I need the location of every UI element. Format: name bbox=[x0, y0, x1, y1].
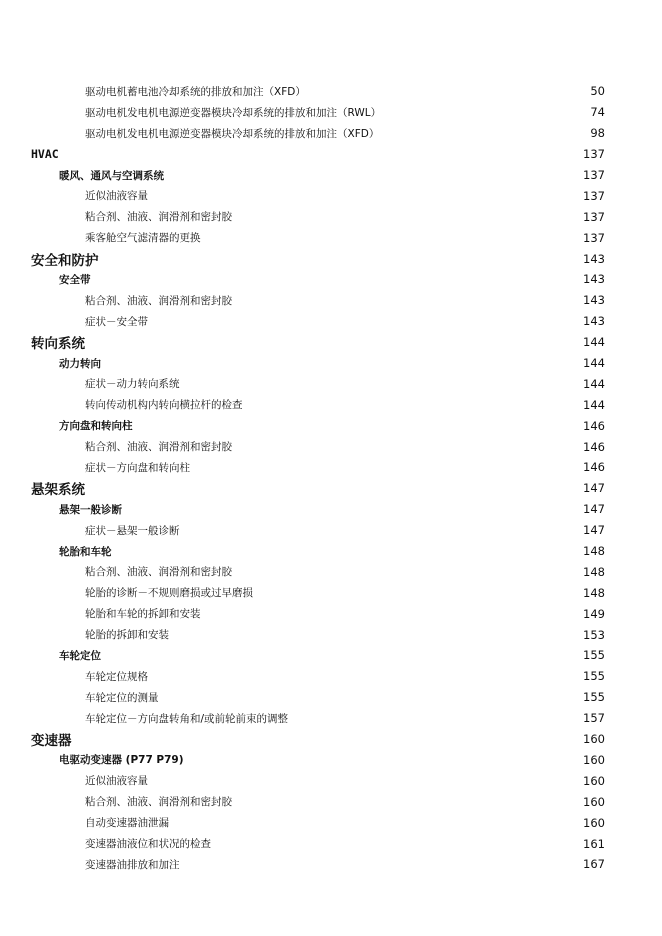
toc-entry-title: 症状－悬架一般诊断 bbox=[85, 524, 180, 537]
toc-page-number: 155 bbox=[583, 669, 605, 684]
toc-page-number: 137 bbox=[583, 147, 605, 162]
toc-page-number: 144 bbox=[583, 335, 605, 350]
dot-leader bbox=[294, 711, 571, 725]
toc-page-number: 161 bbox=[583, 836, 605, 851]
toc-entry[interactable] bbox=[0, 854, 662, 875]
toc-entry-title: 症状－动力转向系统 bbox=[85, 378, 180, 391]
toc-page-number: 160 bbox=[583, 815, 605, 830]
dot-leader bbox=[312, 84, 571, 98]
toc-chapter[interactable] bbox=[0, 332, 662, 353]
toc-entry-title: 粘合剂、油液、润滑剂和密封胶 bbox=[85, 566, 232, 579]
toc-entry-title: 驱动电机发电机电源逆变器模块冷却系统的排放和加注（XFD） bbox=[85, 127, 380, 140]
toc-page-number: 137 bbox=[583, 168, 605, 182]
dot-leader bbox=[154, 314, 571, 328]
toc-entry[interactable] bbox=[0, 436, 662, 457]
toc-section[interactable] bbox=[0, 541, 662, 562]
toc-page-number: 74 bbox=[590, 105, 605, 120]
toc-entry[interactable] bbox=[0, 206, 662, 227]
dot-leader bbox=[186, 377, 572, 391]
toc-section[interactable] bbox=[0, 415, 662, 436]
toc-entry[interactable] bbox=[0, 185, 662, 206]
toc-page-number: 144 bbox=[583, 356, 605, 371]
toc-page-number: 155 bbox=[583, 690, 605, 705]
toc-entry[interactable] bbox=[0, 373, 662, 394]
dot-leader bbox=[105, 252, 572, 266]
toc-page-number: 143 bbox=[583, 251, 605, 266]
toc-entry-title: 自动变速器油泄漏 bbox=[85, 817, 169, 830]
toc-page-number: 146 bbox=[583, 418, 605, 433]
dot-leader bbox=[107, 356, 571, 370]
toc-page-number: 146 bbox=[583, 439, 605, 454]
toc-entry[interactable] bbox=[0, 666, 662, 687]
toc-page-number: 137 bbox=[583, 230, 605, 245]
toc-entry-title: 变速器 bbox=[31, 733, 72, 750]
toc-entry-title: 驱动电机蓄电池冷却系统的排放和加注（XFD） bbox=[85, 85, 306, 98]
dot-leader bbox=[238, 440, 571, 454]
dot-leader bbox=[238, 565, 571, 579]
dot-leader bbox=[249, 398, 572, 412]
toc-entry-title: 变速器油排放和加注 bbox=[85, 858, 180, 871]
dot-leader bbox=[97, 272, 572, 286]
toc-page-number: 148 bbox=[583, 585, 605, 600]
toc-page-number: 137 bbox=[583, 209, 605, 224]
dot-leader bbox=[170, 168, 571, 182]
toc-entry[interactable] bbox=[0, 561, 662, 582]
toc-page-number: 160 bbox=[583, 732, 605, 747]
toc-entry-title: 症状－方向盘和转向柱 bbox=[85, 461, 190, 474]
toc-entry[interactable] bbox=[0, 833, 662, 854]
toc-page-number: 143 bbox=[583, 272, 605, 287]
dot-leader bbox=[238, 210, 571, 224]
dot-leader bbox=[128, 502, 571, 516]
toc-entry[interactable] bbox=[0, 81, 662, 102]
toc-entry[interactable] bbox=[0, 770, 662, 791]
dot-leader bbox=[217, 837, 571, 851]
toc-entry[interactable] bbox=[0, 102, 662, 123]
toc-entry-title: 变速器油液位和状况的检查 bbox=[85, 838, 211, 850]
dot-leader bbox=[91, 481, 571, 495]
toc-page-number: 160 bbox=[583, 773, 605, 788]
toc-entry-title: 粘合剂、油液、润滑剂和密封胶 bbox=[85, 294, 232, 307]
toc-entry-title: 粘合剂、油液、润滑剂和密封胶 bbox=[85, 796, 232, 809]
toc-entry[interactable] bbox=[0, 603, 662, 624]
dot-leader bbox=[165, 690, 572, 704]
dot-leader bbox=[259, 586, 571, 600]
toc-page-number: 147 bbox=[583, 481, 605, 496]
toc-page-number: 143 bbox=[583, 314, 605, 329]
dot-leader bbox=[238, 795, 571, 809]
toc-section[interactable] bbox=[0, 499, 662, 520]
toc-entry[interactable] bbox=[0, 123, 662, 144]
toc-section[interactable] bbox=[0, 269, 662, 290]
toc-entry-title: 方向盘和转向柱 bbox=[59, 420, 133, 433]
toc-chapter[interactable] bbox=[0, 248, 662, 269]
dot-leader bbox=[207, 607, 572, 621]
toc-page-number: 160 bbox=[583, 794, 605, 809]
dot-leader bbox=[385, 126, 571, 140]
toc-entry-title: 粘合剂、油液、润滑剂和密封胶 bbox=[85, 441, 232, 454]
dot-leader bbox=[238, 293, 571, 307]
toc-entry-title: 悬架系统 bbox=[31, 482, 85, 499]
toc-entry-title: 安全带 bbox=[59, 273, 91, 286]
dot-leader bbox=[196, 460, 571, 474]
dot-leader bbox=[175, 816, 571, 830]
toc-entry[interactable] bbox=[0, 290, 662, 311]
dot-leader bbox=[186, 857, 572, 871]
toc-entry-title: 电驱动变速器 (P77 P79) bbox=[59, 754, 184, 767]
toc-entry-title: 轮胎的拆卸和安装 bbox=[85, 629, 169, 642]
toc-section[interactable] bbox=[0, 750, 662, 771]
toc-entry[interactable] bbox=[0, 812, 662, 833]
toc-page-number: 146 bbox=[583, 460, 605, 475]
toc-entry[interactable] bbox=[0, 394, 662, 415]
toc-page-number: 137 bbox=[583, 188, 605, 203]
toc-entry-title: 近似油液容量 bbox=[85, 190, 148, 203]
toc-section[interactable] bbox=[0, 353, 662, 374]
dot-leader bbox=[78, 732, 572, 746]
toc-entry-title: 暖风、通风与空调系统 bbox=[59, 169, 164, 182]
dot-leader bbox=[154, 189, 571, 203]
toc-page-number: 144 bbox=[583, 376, 605, 391]
toc-entry-title: HVAC bbox=[31, 147, 59, 162]
toc-page-number: 98 bbox=[590, 126, 605, 141]
toc-chapter[interactable] bbox=[0, 144, 662, 165]
toc-page-number: 157 bbox=[583, 711, 605, 726]
dot-leader bbox=[118, 544, 572, 558]
toc-entry-title: 轮胎的诊断－不规则磨损或过早磨损 bbox=[85, 587, 253, 600]
dot-leader bbox=[107, 648, 571, 662]
toc-entry-title: 车轮定位规格 bbox=[85, 670, 148, 683]
toc-chapter[interactable] bbox=[0, 478, 662, 499]
toc-entry-title: 悬架一般诊断 bbox=[59, 503, 122, 516]
toc-page-number: 160 bbox=[583, 752, 605, 767]
toc-page-number: 144 bbox=[583, 397, 605, 412]
toc-entry-title: 安全和防护 bbox=[31, 252, 99, 269]
toc-entry[interactable] bbox=[0, 520, 662, 541]
toc-entry-title: 转向传动机构内转向横拉杆的检查 bbox=[85, 399, 243, 412]
table-of-contents bbox=[0, 81, 662, 875]
dot-leader bbox=[186, 523, 572, 537]
dot-leader bbox=[207, 231, 572, 245]
toc-entry[interactable] bbox=[0, 624, 662, 645]
toc-entry-title: 驱动电机发电机电源逆变器模块冷却系统的排放和加注（RWL） bbox=[85, 106, 382, 119]
toc-entry-title: 粘合剂、油液、润滑剂和密封胶 bbox=[85, 211, 232, 224]
dot-leader bbox=[387, 105, 571, 119]
toc-entry-title: 车轮定位－方向盘转角和/或前轮前束的调整 bbox=[85, 712, 289, 725]
dot-leader bbox=[154, 669, 571, 683]
toc-section[interactable] bbox=[0, 645, 662, 666]
toc-page-number: 149 bbox=[583, 606, 605, 621]
toc-entry[interactable] bbox=[0, 687, 662, 708]
toc-entry-title: 转向系统 bbox=[31, 336, 85, 353]
dot-leader bbox=[154, 774, 571, 788]
toc-entry[interactable] bbox=[0, 227, 662, 248]
toc-entry[interactable] bbox=[0, 708, 662, 729]
toc-entry[interactable] bbox=[0, 457, 662, 478]
toc-entry-title: 车轮定位 bbox=[59, 649, 101, 662]
toc-entry-title: 轮胎和车轮的拆卸和安装 bbox=[85, 608, 201, 621]
toc-entry-title: 乘客舱空气滤清器的更换 bbox=[85, 232, 201, 245]
toc-chapter[interactable] bbox=[0, 729, 662, 750]
toc-entry-title: 车轮定位的测量 bbox=[85, 691, 159, 704]
dot-leader bbox=[190, 753, 571, 767]
dot-leader bbox=[139, 419, 572, 433]
toc-page-number: 143 bbox=[583, 293, 605, 308]
dot-leader bbox=[175, 628, 571, 642]
toc-page-number: 147 bbox=[583, 523, 605, 538]
toc-page-number: 153 bbox=[583, 627, 605, 642]
toc-section[interactable] bbox=[0, 165, 662, 186]
toc-entry[interactable] bbox=[0, 311, 662, 332]
toc-page-number: 148 bbox=[583, 564, 605, 579]
toc-entry-title: 动力转向 bbox=[59, 357, 101, 370]
dot-leader bbox=[91, 335, 571, 349]
toc-page-number: 50 bbox=[590, 84, 605, 99]
toc-entry-title: 近似油液容量 bbox=[85, 775, 148, 788]
toc-entry[interactable] bbox=[0, 582, 662, 603]
toc-page-number: 148 bbox=[583, 544, 605, 559]
toc-page-number: 155 bbox=[583, 648, 605, 663]
toc-entry-title: 症状－安全带 bbox=[85, 315, 148, 328]
toc-entry-title: 轮胎和车轮 bbox=[59, 545, 112, 558]
toc-page-number: 147 bbox=[583, 502, 605, 517]
toc-page-number: 167 bbox=[583, 857, 605, 872]
dot-leader bbox=[65, 147, 571, 161]
toc-entry[interactable] bbox=[0, 791, 662, 812]
